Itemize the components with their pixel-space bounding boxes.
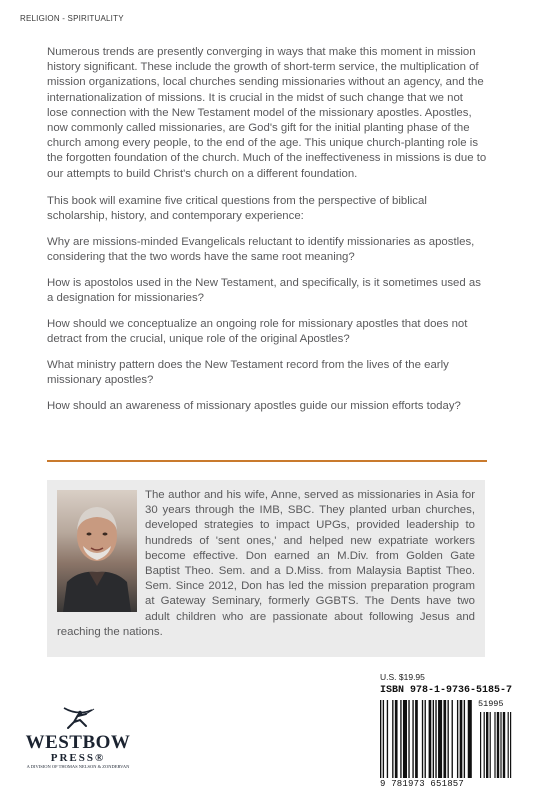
addon-bar [500,712,501,778]
book-description [47,45,487,425]
barcode-bar [408,700,409,778]
barcode-bar [412,700,413,778]
author-bio-box [47,480,485,657]
description-lead: This book will examine five critical questions from the perspective of biblical scholarship, history, and contemporary experience: [47,194,427,223]
barcode-bar [387,700,388,778]
barcode-bar [425,700,426,778]
barcode-area [380,672,520,792]
barcode-bar [438,700,442,778]
description-intro: Numerous trends are presently converging in ways that make this moment in mission history significant. These include the growth of short-term service, the multiplication of mission organizations, local churches sending missionaries without an agency, and the internationalization of missions. It is crucial in the midst of such change that we not lose connection with the New Testament model of the missionary apostles. Apostles, now commonly called missionaries, are God's gift for the initial planting phase of the church among every people, to the end of the age. This unique church-planting role is the forgotten foundation of the church. Much of the ineffectiveness in missions is due to our attempts to build Christ's church on a different foundation. [47,46,487,180]
barcode-bar [429,700,432,778]
addon-bar [497,712,499,778]
barcode-bar [383,700,384,778]
publisher-division: A DIVISION OF THOMAS NELSON & ZONDERVAN [26,764,130,769]
addon-bar [508,712,509,778]
addon-bar [484,712,485,778]
addon-bar [494,712,495,778]
category-label: RELIGION - SPIRITUALITY [20,14,124,23]
author-bio: The author and his wife, Anne, served as missionaries in Asia for 30 years through the IMB, SBC. They planted urban churches, developed strategies to impact UPGs, provided leadership to hundreds of 'sent ones,' and helped new expatriate workers become effective. Don earned an M.Div. from Golden Gate Baptist Theo. Sem. and a D.Miss. from Malaysia Baptist Theo. Sem. Since 2012, Don has led the mission preparation program at Gateway Seminary, formerly GGBTS. The Dents have two adult children who are passionate about following Jesus and reaching the nations. [57,489,475,638]
barcode-bar [422,700,423,778]
addon-bar [486,712,488,778]
barcode-bar [403,700,407,778]
price-code: 51995 [478,699,504,709]
question-item: How should we conceptualize an ongoing role for missionary apostles that does not detract from the crucial, unique role of the original Apostles? [47,317,468,346]
archer-icon [58,706,98,732]
barcode-bar [435,700,436,778]
barcode-bar [392,700,393,778]
barcode-bar [400,700,401,778]
barcode-bars [380,700,520,778]
barcode-digits: 9 781973 651857 [380,779,465,789]
divider-rule [47,460,487,462]
barcode-bar [452,700,453,778]
publisher-press: PRESS® [50,752,106,764]
question-item: Why are missions-minded Evangelicals reluctant to identify missionaries as apostles, considering that the two words have the same root meaning? [47,235,475,264]
isbn-label: ISBN 978-1-9736-5185-7 [380,685,513,696]
barcode-bar [457,700,458,778]
addon-bar [503,712,505,778]
barcode-bar [443,700,446,778]
barcode-bar [415,700,418,778]
price-label: U.S. $19.95 [380,672,425,682]
barcode-bar [380,700,381,778]
barcode-bar [395,700,398,778]
question-item: How is apostolos used in the New Testament, and specifically, is it sometimes used as a designation for missionaries? [47,276,481,305]
addon-bar [480,712,481,778]
question-item: How should an awareness of missionary apostles guide our mission efforts today? [47,399,461,412]
publisher-name: WESTBOW [25,732,131,753]
addon-bar [490,712,491,778]
barcode-bar [460,700,463,778]
barcode-bar [448,700,449,778]
publisher-logo [18,706,138,786]
question-item: What ministry pattern does the New Testament record from the lives of the early missionary apostles? [47,358,449,387]
barcode-bar [468,700,472,778]
barcode-bar [464,700,465,778]
barcode-bar [433,700,434,778]
author-bio-text [57,488,475,640]
addon-bar [510,712,511,778]
